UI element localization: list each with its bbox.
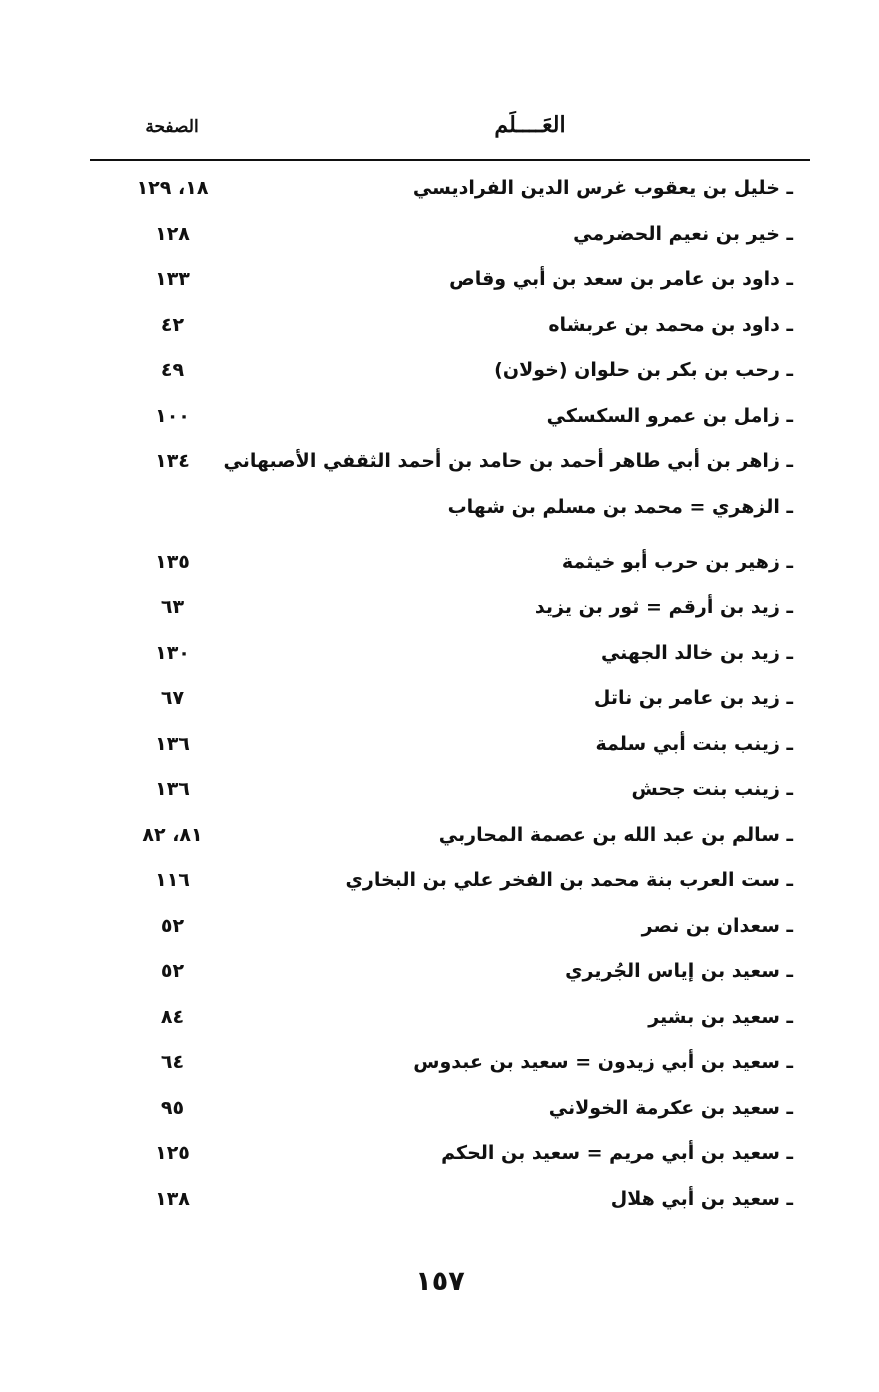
entry-pages: ٦٧ (160, 687, 185, 709)
entry-name: ـ رحب بن بكر بن حلوان (خولان) (494, 359, 793, 381)
index-entry (0, 259, 879, 305)
entry-pages: ١٨، ١٢٩ (136, 177, 209, 199)
entry-name: ـ الزهري = محمد بن مسلم بن شهاب (447, 495, 793, 518)
index-entry (0, 860, 879, 906)
index-entry (0, 396, 879, 442)
entry-name: ـ خير بن نعيم الحضرمي (573, 222, 793, 245)
entry-pages: ١٣٨ (155, 1187, 190, 1210)
index-entry (0, 951, 879, 997)
entry-pages: ١١٦ (155, 869, 190, 891)
entry-pages: ١٣٥ (155, 550, 190, 573)
entry-pages: ١٣٤ (155, 450, 190, 472)
entry-pages: ٨١، ٨٢ (142, 823, 203, 846)
name-column-header: العَــــلَم (494, 112, 566, 138)
index-entry (0, 815, 879, 861)
entry-name: ـ سعيد بن بشير (648, 1005, 793, 1028)
entry-pages: ١٣٦ (155, 778, 190, 800)
index-entry (0, 487, 879, 542)
index-entry (0, 542, 879, 588)
index-entry (0, 678, 879, 724)
entry-pages: ٦٤ (160, 1051, 185, 1073)
entry-pages (100, 487, 245, 527)
index-entries (0, 168, 879, 1224)
header-divider (90, 159, 810, 161)
entry-pages: ٩٥ (160, 1096, 185, 1119)
index-entry (0, 441, 879, 487)
index-entry (0, 1179, 879, 1225)
entry-name: ـ زيد بن عامر بن ناتل (593, 687, 793, 709)
entry-pages: ١٢٥ (155, 1142, 190, 1164)
entry-name: ـ زينب بنت جحش (631, 778, 793, 800)
entry-name: ـ داود بن عامر بن سعد بن أبي وقاص (449, 268, 793, 290)
entry-pages: ١٣٣ (155, 268, 190, 290)
page-column-header: الصفحة (145, 117, 199, 137)
index-entry (0, 1088, 879, 1134)
entry-name: ـ داود بن محمد بن عربشاه (548, 313, 793, 336)
entry-name: ـ زاهر بن أبي طاهر أحمد بن حامد بن أحمد الثقفي الأصبهاني (223, 450, 793, 472)
entry-pages: ٥٢ (160, 960, 185, 982)
index-entry (0, 214, 879, 260)
index-entry (0, 769, 879, 815)
index-entry (0, 305, 879, 351)
entry-pages: ١٣٠ (155, 641, 190, 664)
entry-name: ـ زامل بن عمرو السكسكي (546, 404, 793, 427)
entry-pages: ٨٤ (160, 1005, 185, 1028)
index-entry (0, 587, 879, 633)
page-number: ١٥٧ (415, 1266, 465, 1297)
entry-name: ـ زيد بن أرقم = ثور بن يزيد (534, 596, 793, 618)
index-entry (0, 997, 879, 1043)
entry-name: ـ خليل بن يعقوب غرس الدين الفراديسي (412, 177, 793, 199)
entry-name: ـ سعيد بن أبي مريم = سعيد بن الحكم (441, 1142, 793, 1164)
entry-name: ـ زيد بن خالد الجهني (600, 641, 793, 664)
entry-pages: ٥٢ (160, 914, 185, 937)
index-entry (0, 350, 879, 396)
entry-name: ـ سعدان بن نصر (641, 914, 793, 937)
entry-pages: ٤٩ (160, 359, 185, 381)
index-entry (0, 1042, 879, 1088)
index-entry (0, 1133, 879, 1179)
entry-pages: ٤٢ (160, 313, 185, 336)
entry-name: ـ ست العرب بنة محمد بن الفخر علي بن البخاري (345, 869, 793, 891)
entry-name: ـ سعيد بن عكرمة الخولاني (548, 1096, 793, 1119)
index-entry (0, 633, 879, 679)
entry-name: ـ سعيد بن إياس الجُريري (565, 960, 793, 982)
entry-name: ـ زينب بنت أبي سلمة (595, 732, 793, 755)
index-entry (0, 724, 879, 770)
entry-pages: ١٠٠ (155, 404, 190, 427)
entry-name: ـ سعيد بن أبي زيدون = سعيد بن عبدوس (413, 1051, 793, 1073)
entry-pages: ١٣٦ (155, 732, 190, 755)
entry-name: ـ سالم بن عبد الله بن عصمة المحاربي (438, 823, 793, 846)
index-entry (0, 168, 879, 214)
entry-name: ـ زهير بن حرب أبو خيثمة (561, 550, 793, 573)
index-entry (0, 906, 879, 952)
entry-pages: ٦٣ (160, 596, 185, 618)
entry-name: ـ سعيد بن أبي هلال (610, 1187, 793, 1210)
entry-pages: ١٢٨ (155, 222, 190, 245)
